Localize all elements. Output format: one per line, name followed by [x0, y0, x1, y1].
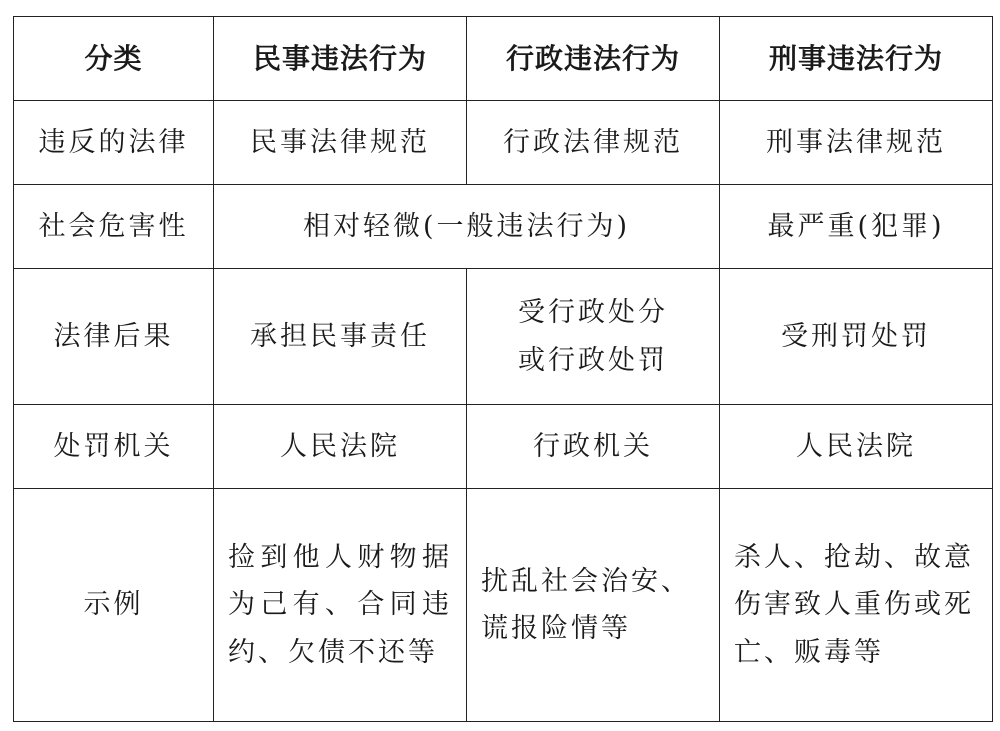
header-civil: 民事违法行为 — [214, 17, 467, 101]
cell-authority-administrative: 行政机关 — [467, 405, 720, 489]
cell-example-criminal — [720, 489, 993, 722]
row-label-example: 示例 — [14, 489, 214, 722]
table-row-authority — [14, 405, 993, 489]
table-row-law — [14, 101, 993, 185]
row-label-consequence: 法律后果 — [14, 269, 214, 405]
illegal-acts-comparison-table — [13, 16, 993, 722]
cell-authority-criminal: 人民法院 — [720, 405, 993, 489]
comparison-table-container — [13, 16, 992, 721]
table-row-harm — [14, 185, 993, 269]
row-label-harm: 社会危害性 — [14, 185, 214, 269]
cell-example-civil — [214, 489, 467, 722]
cell-authority-civil: 人民法院 — [214, 405, 467, 489]
header-category: 分类 — [14, 17, 214, 101]
header-criminal: 刑事违法行为 — [720, 17, 993, 101]
cell-consequence-civil: 承担民事责任 — [214, 269, 467, 405]
cell-law-criminal: 刑事法律规范 — [720, 101, 993, 185]
cell-example-administrative — [467, 489, 720, 722]
cell-law-administrative: 行政法律规范 — [467, 101, 720, 185]
table-row-example — [14, 489, 993, 722]
cell-consequence-administrative — [467, 269, 720, 405]
cell-harm-civil-administrative: 相对轻微(一般违法行为) — [214, 185, 720, 269]
example-criminal-text: 杀人、抢劫、故意伤害致人重伤或死亡、贩毒等 — [734, 542, 974, 668]
cell-law-civil: 民事法律规范 — [214, 101, 467, 185]
row-label-authority: 处罚机关 — [14, 405, 214, 489]
example-administrative-text: 扰乱社会治安、谎报险情等 — [481, 565, 691, 644]
cell-consequence-criminal: 受刑罚处罚 — [720, 269, 993, 405]
cell-harm-criminal: 最严重(犯罪) — [720, 185, 993, 269]
example-civil-text: 捡到他人财物据为己有、合同违约、欠债不还等 — [228, 542, 452, 668]
consequence-administrative-text: 受行政处分 或行政处罚 — [518, 297, 668, 376]
table-row-consequence — [14, 269, 993, 405]
table-header-row — [14, 17, 993, 101]
row-label-law: 违反的法律 — [14, 101, 214, 185]
header-administrative: 行政违法行为 — [467, 17, 720, 101]
